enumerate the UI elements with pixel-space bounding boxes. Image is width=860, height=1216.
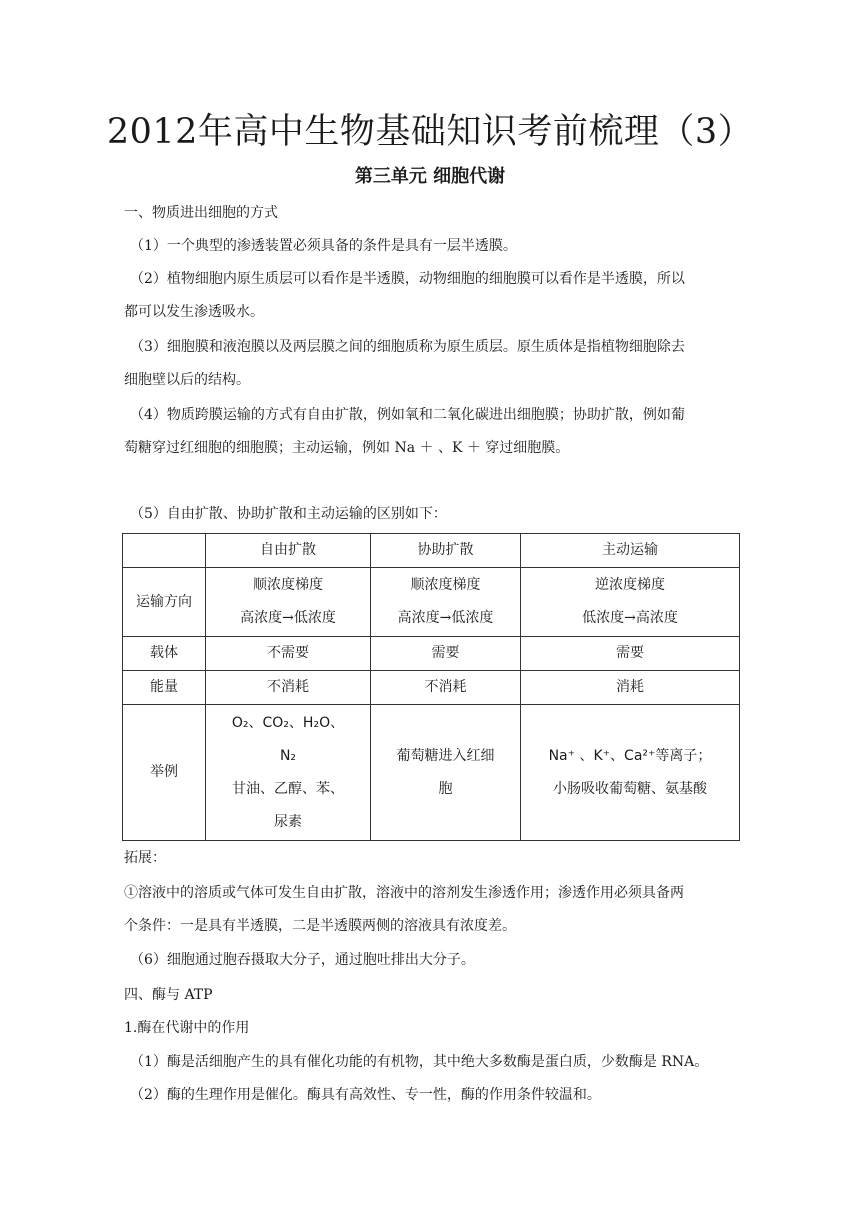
table-row (123, 705, 740, 841)
table-cell: 需要 (371, 637, 521, 671)
table-cell: 消耗 (521, 671, 740, 705)
section-heading: 一、物质进出细胞的方式 (124, 205, 278, 221)
cell-line: 高浓度→低浓度 (397, 610, 494, 626)
cell-line: 胞 (438, 780, 453, 797)
paragraph: （4）物质跨膜运输的方式有自由扩散，例如氧和二氧化碳进出细胞膜；协助扩散，例如葡 (130, 407, 685, 423)
table-header-row (123, 534, 740, 568)
table-header-cell: 自由扩散 (206, 534, 371, 568)
table-cell (371, 705, 521, 841)
paragraph: 都可以发生渗透吸水。 (124, 304, 264, 320)
table-cell (521, 705, 740, 841)
row-label: 运输方向 (123, 568, 206, 637)
table-row (123, 568, 740, 637)
cell-line: 尿素 (274, 813, 302, 830)
table-cell: 不消耗 (371, 671, 521, 705)
table-row (123, 637, 740, 671)
table-cell (206, 705, 371, 841)
section-heading: 四、酶与 ATP (124, 987, 213, 1003)
cell-line: 顺浓度梯度 (253, 577, 323, 593)
table-header-cell: 主动运输 (521, 534, 740, 568)
table-cell (371, 568, 521, 637)
table-header-cell (123, 534, 206, 568)
table-cell (206, 568, 371, 637)
table-cell (521, 568, 740, 637)
table-cell: 不需要 (206, 637, 371, 671)
paragraph: （1）一个典型的渗透装置必须具备的条件是具有一层半透膜。 (130, 238, 517, 254)
cell-line: 甘油、乙醇、苯、 (232, 780, 344, 797)
paragraph: （5）自由扩散、协助扩散和主动运输的区别如下： (130, 506, 447, 522)
transport-comparison-table (122, 533, 740, 841)
row-label: 载体 (123, 637, 206, 671)
cell-line: 逆浓度梯度 (595, 577, 665, 593)
unit-subtitle: 第三单元 细胞代谢 (354, 166, 506, 187)
table-header-cell: 协助扩散 (371, 534, 521, 568)
paragraph: 个条件：一是具有半透膜，二是半透膜两侧的溶液具有浓度差。 (124, 918, 516, 934)
extension-heading: 拓展： (124, 850, 166, 866)
paragraph: （6）细胞通过胞吞摄取大分子，通过胞吐排出大分子。 (130, 952, 475, 968)
paragraph: （1）酶是活细胞产生的具有催化功能的有机物，其中绝大多数酶是蛋白质，少数酶是 RNA。 (130, 1054, 709, 1070)
paragraph: 细胞壁以后的结构。 (124, 372, 250, 388)
table-cell: 需要 (521, 637, 740, 671)
cell-line: 高浓度→低浓度 (240, 610, 336, 626)
paragraph: （3）细胞膜和液泡膜以及两层膜之间的细胞质称为原生质层。原生质体是指植物细胞除去 (130, 339, 685, 355)
cell-line: O₂、CO₂、H₂O、 (231, 714, 345, 731)
cell-line: Na⁺ 、K⁺、Ca²⁺等离子； (548, 747, 712, 764)
paragraph: 萄糖穿过红细胞的细胞膜；主动运输，例如 Na ＋ 、K ＋ 穿过细胞膜。 (124, 440, 570, 456)
subsection-heading: 1.酶在代谢中的作用 (124, 1020, 250, 1036)
cell-line: 低浓度→高浓度 (582, 610, 678, 626)
table-row (123, 671, 740, 705)
cell-line: 顺浓度梯度 (410, 577, 481, 593)
cell-line: 小肠吸收葡萄糖、氨基酸 (553, 780, 707, 797)
paragraph: ①溶液中的溶质或气体可发生自由扩散，溶液中的溶剂发生渗透作用；渗透作用必须具备两 (124, 885, 684, 901)
paragraph: （2）酶的生理作用是催化。酶具有高效性、专一性，酶的作用条件较温和。 (130, 1087, 601, 1103)
table-cell: 不消耗 (206, 671, 371, 705)
row-label: 举例 (123, 705, 206, 841)
cell-line: N₂ (279, 747, 297, 764)
paragraph: （2）植物细胞内原生质层可以看作是半透膜，动物细胞的细胞膜可以看作是半透膜，所以 (130, 271, 685, 287)
cell-line: 葡萄糖进入红细 (396, 747, 495, 764)
row-label: 能量 (123, 671, 206, 705)
document-title: 2012年高中生物基础知识考前梳理（3） (106, 112, 754, 152)
